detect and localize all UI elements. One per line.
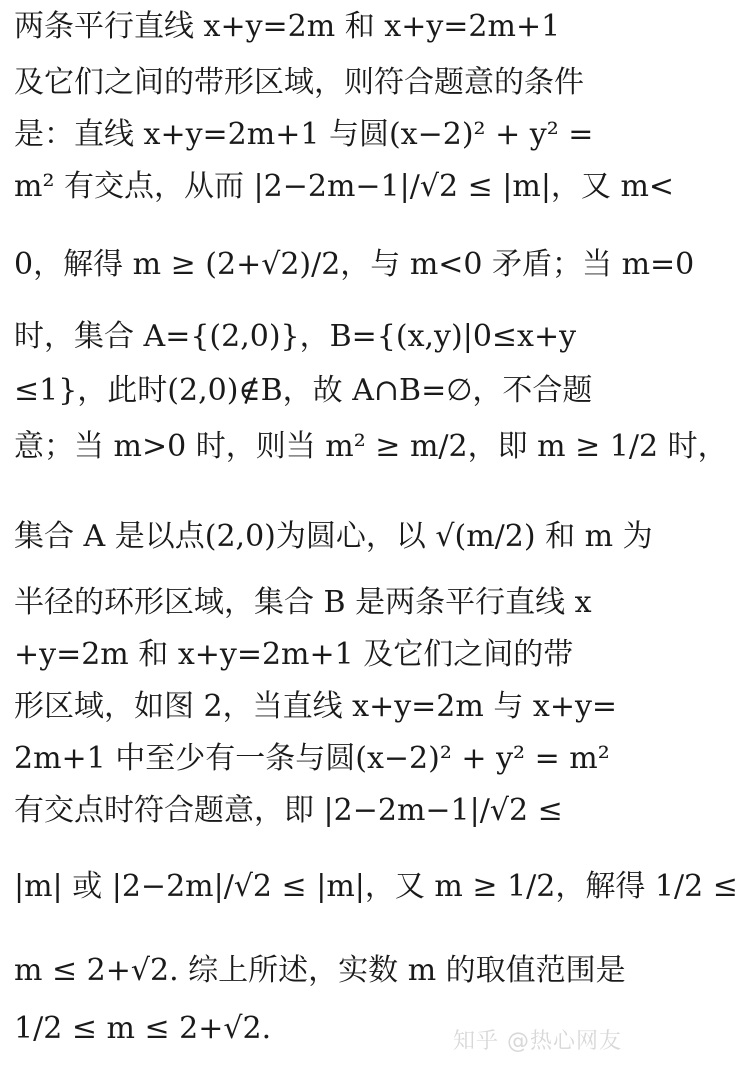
text-line: 有交点时符合题意，即 |2−2m−1|/√2 ≤ bbox=[14, 793, 563, 828]
text-line: 两条平行直线 x+y=2m 和 x+y=2m+1 bbox=[14, 9, 561, 44]
text-line: 形区域，如图 2，当直线 x+y=2m 与 x+y= bbox=[14, 689, 618, 724]
text-line: |m| 或 |2−2m|/√2 ≤ |m|，又 m ≥ 1/2，解得 1/2 ≤ bbox=[14, 869, 738, 904]
text-line: 1/2 ≤ m ≤ 2+√2. bbox=[14, 1011, 272, 1046]
text-line: m² 有交点，从而 |2−2m−1|/√2 ≤ |m|，又 m< bbox=[14, 169, 675, 204]
text-line: 及它们之间的带形区域，则符合题意的条件 bbox=[14, 65, 584, 100]
text-line: 时，集合 A={(2,0)}，B={(x,y)|0≤x+y bbox=[14, 319, 577, 354]
text-line: 半径的环形区域，集合 B 是两条平行直线 x bbox=[14, 585, 592, 620]
text-line: 是：直线 x+y=2m+1 与圆(x−2)² + y² = bbox=[14, 117, 594, 152]
text-line: ≤1}，此时(2,0)∉B，故 A∩B=∅，不合题 bbox=[14, 373, 593, 408]
text-line: 意；当 m>0 时，则当 m² ≥ m/2，即 m ≥ 1/2 时， bbox=[14, 429, 728, 464]
text-line: 2m+1 中至少有一条与圆(x−2)² + y² = m² bbox=[14, 741, 610, 776]
text-line: m ≤ 2+√2. 综上所述，实数 m 的取值范围是 bbox=[14, 953, 626, 988]
watermark: 知乎 @热心网友 bbox=[453, 1029, 622, 1054]
text-line: 集合 A 是以点(2,0)为圆心，以 √(m/2) 和 m 为 bbox=[14, 519, 653, 554]
text-line: +y=2m 和 x+y=2m+1 及它们之间的带 bbox=[14, 637, 574, 672]
text-line: 0，解得 m ≥ (2+√2)/2，与 m<0 矛盾；当 m=0 bbox=[14, 247, 695, 282]
